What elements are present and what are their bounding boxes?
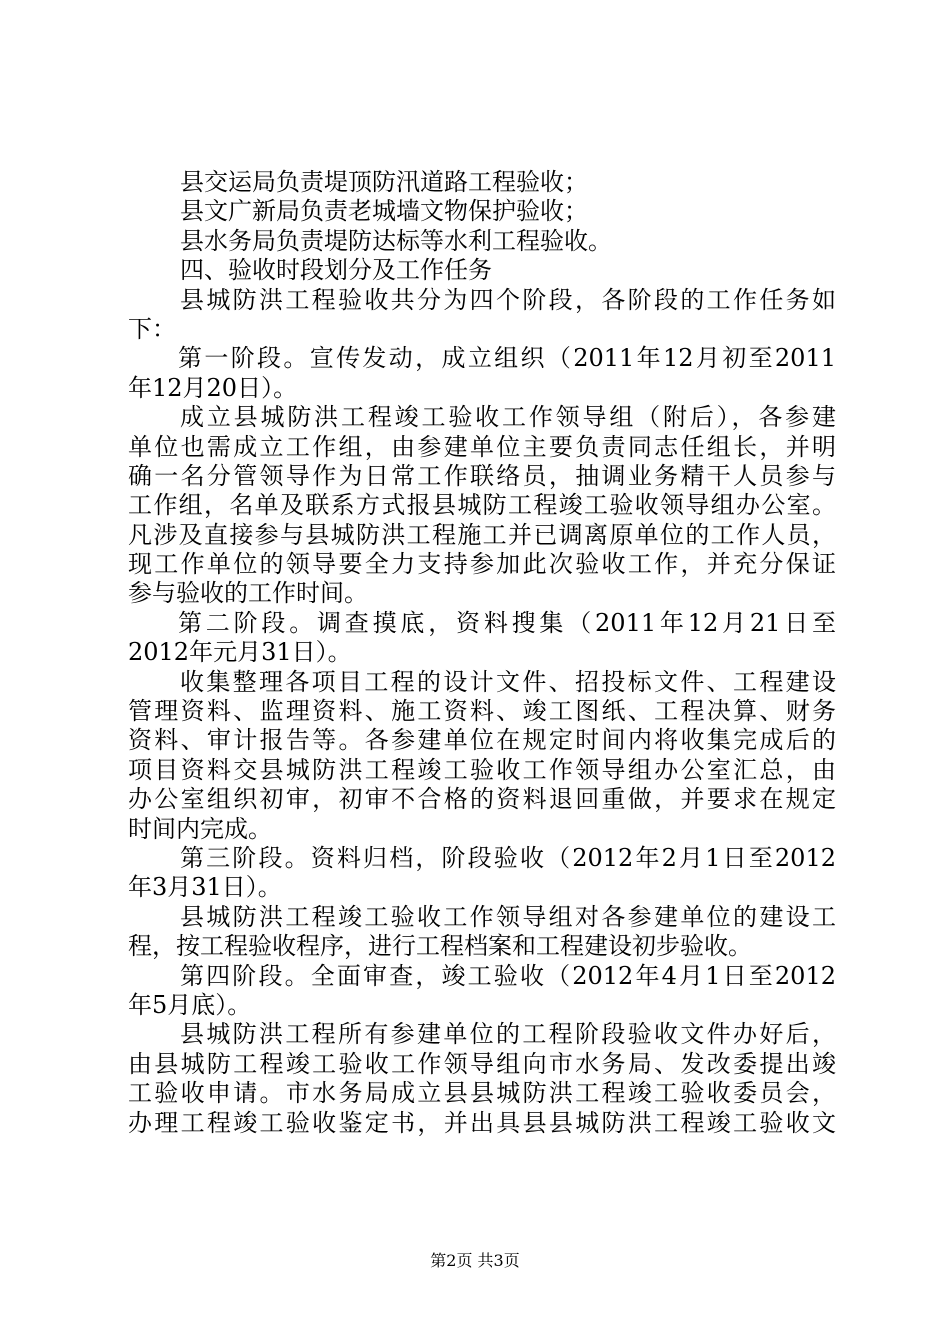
stage-three-heading: 第三阶段。资料归档，阶段验收（2012年2月1日至2012 xyxy=(180,843,836,872)
text-line-6: 下： xyxy=(128,314,176,343)
text-line-13: 凡涉及直接参与县城防洪工程施工并已调离原单位的工作人员， xyxy=(128,520,836,549)
text-line-33: 办理工程竣工验收鉴定书，并出具县县城防洪工程竣工验收文 xyxy=(128,1108,836,1137)
text-line-29: 年5月底）。 xyxy=(128,990,252,1019)
text-line-3: 县水务局负责堤防达标等水利工程验收。 xyxy=(180,226,612,255)
text-line-23: 时间内完成。 xyxy=(128,814,272,843)
text-line-30: 县城防洪工程所有参建单位的工程阶段验收文件办好后， xyxy=(180,1020,836,1049)
text-line-18: 收集整理各项目工程的设计文件、招投标文件、工程建设 xyxy=(180,667,836,696)
text-line-19: 管理资料、监理资料、施工资料、竣工图纸、工程决算、财务 xyxy=(128,697,836,726)
text-line-8: 年12月20日）。 xyxy=(128,373,298,402)
document-body xyxy=(128,168,836,1138)
text-line-31: 由县城防工程竣工验收工作领导组向市水务局、发改委提出竣 xyxy=(128,1049,836,1078)
stage-two-heading: 第二阶段。调查摸底，资料搜集（2011年12月21日至 xyxy=(178,608,836,637)
text-line-22: 办公室组织初审，初审不合格的资料退回重做，并要求在规定 xyxy=(128,785,836,814)
text-line-5: 县城防洪工程验收共分为四个阶段，各阶段的工作任务如 xyxy=(180,285,836,314)
text-line-15: 参与验收的工作时间。 xyxy=(128,579,368,608)
section-heading: 四、验收时段划分及工作任务 xyxy=(180,256,492,285)
text-line-32: 工验收申请。市水务局成立县县城防洪工程竣工验收委员会， xyxy=(128,1079,836,1108)
page-number-footer: 第2页 共3页 xyxy=(430,1251,520,1270)
text-line-11: 确一名分管领导作为日常工作联络员，抽调业务精干人员参与 xyxy=(128,461,836,490)
text-line-25: 年3月31日）。 xyxy=(128,873,282,902)
text-line-10: 单位也需成立工作组，由参建单位主要负责同志任组长，并明 xyxy=(128,432,836,461)
text-line-9: 成立县城防洪工程竣工验收工作领导组（附后），各参建 xyxy=(180,403,836,432)
text-line-26: 县城防洪工程竣工验收工作领导组对各参建单位的建设工 xyxy=(180,902,836,931)
stage-four-heading: 第四阶段。全面审查，竣工验收（2012年4月1日至2012 xyxy=(180,961,836,990)
stage-one-heading: 第一阶段。宣传发动，成立组织（2011年12月初至2011 xyxy=(178,344,836,373)
text-line-2: 县文广新局负责老城墙文物保护验收； xyxy=(180,197,588,226)
text-line-20: 资料、审计报告等。各参建单位在规定时间内将收集完成后的 xyxy=(128,726,836,755)
text-line-17: 2012年元月31日）。 xyxy=(128,638,352,667)
text-line-21: 项目资料交县城防洪工程竣工验收工作领导组办公室汇总，由 xyxy=(128,755,836,784)
text-line-14: 现工作单位的领导要全力支持参加此次验收工作，并充分保证 xyxy=(128,550,836,579)
text-line-12: 工作组，名单及联系方式报县城防工程竣工验收领导组办公室。 xyxy=(128,491,836,520)
text-line-27: 程，按工程验收程序，进行工程档案和工程建设初步验收。 xyxy=(128,932,752,961)
text-line-1: 县交运局负责堤顶防汛道路工程验收； xyxy=(180,168,588,196)
